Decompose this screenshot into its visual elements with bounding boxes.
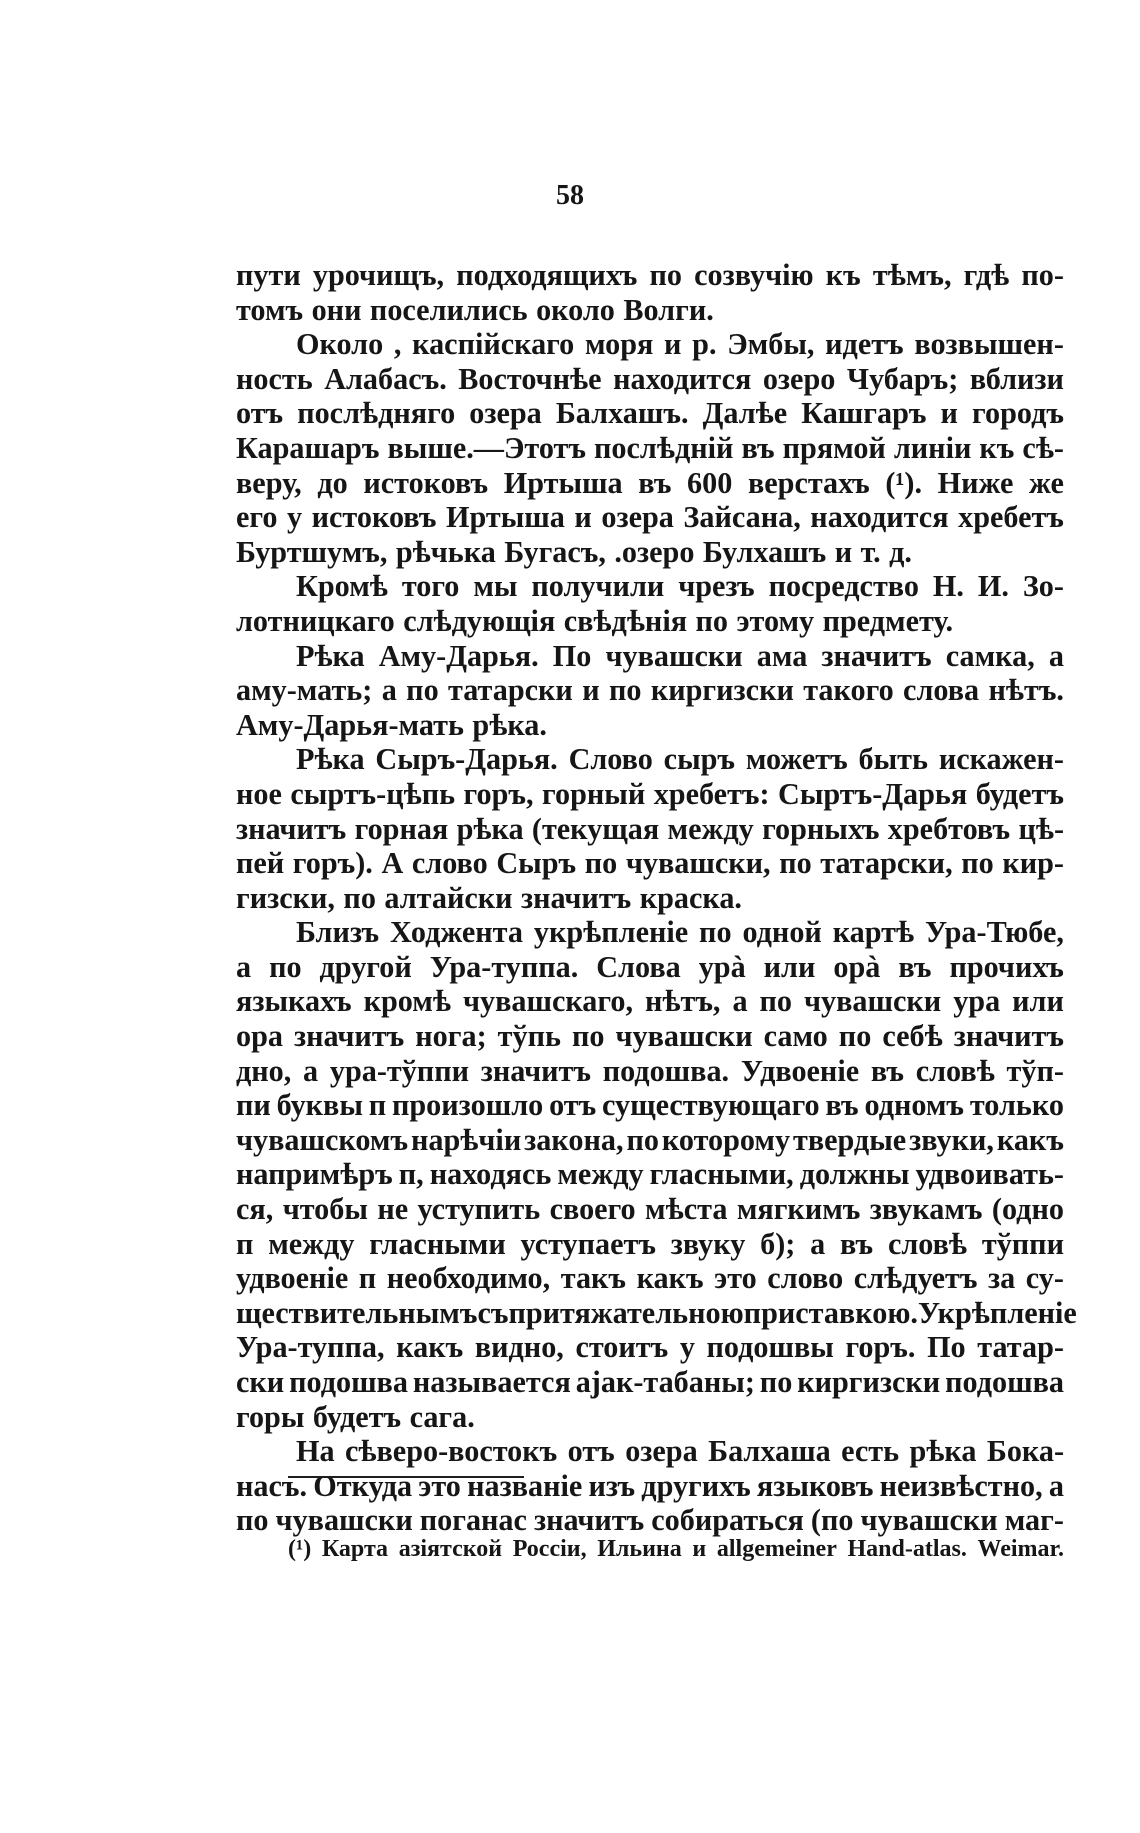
text-line: Карашаръ выше.—Этотъ послѣдній въ прямой линіи къ сѣ- xyxy=(236,430,1064,465)
text-line: напримѣръ п, находясь между гласными, должны удвоивать- xyxy=(236,1157,1064,1192)
text-line: ора значитъ нога; тўпь по чувашски само по себѣ значитъ xyxy=(236,1019,1064,1054)
text-line: удвоеніе п необходимо, такъ какъ это слово слѣдуетъ за су- xyxy=(236,1261,1064,1296)
text-line: Буртшумъ, рѣчька Бугасъ, .озеро Булхашъ и т. д. xyxy=(236,534,912,569)
text-line: ное сыртъ-цѣпь горъ, горный хребетъ: Сыртъ-Дарья будетъ xyxy=(236,776,1064,811)
text-line: лотницкаго слѣдующія свѣдѣнія по этому предмету. xyxy=(236,603,954,638)
text-line: ски подошва называется аjак-табаны; по киргизски подошва xyxy=(236,1365,1064,1399)
text-line: отъ послѣдняго озера Балхашъ. Далѣе Кашгаръ и городъ xyxy=(236,396,1064,431)
text-line: пути урочищъ, подходящихъ по созвучію къ тѣмъ, гдѣ по- xyxy=(236,258,1064,292)
footnote-text: (¹) Карта азіятской Россіи, Ильина и allgemeiner Hand-atlas. Weimar. xyxy=(288,1536,1064,1562)
text-line: Близъ Ходжента укрѣпленіе по одной картѣ Ура-Тюбе, xyxy=(296,915,1064,950)
text-line: значитъ горная рѣка (текущая между горныхъ хребтовъ цѣ- xyxy=(236,811,1064,846)
text-line: ность Алабасъ. Восточнѣе находится озеро Чубаръ; вблизи xyxy=(236,361,1064,396)
text-line: пей горъ). А слово Сыръ по чувашски, по татарски, по кир- xyxy=(236,846,1064,881)
text-line: Рѣка Аму-Дарья. По чувашски ама значитъ самка, а xyxy=(296,638,1064,673)
text-line: горы будетъ сага. xyxy=(236,1399,475,1434)
body-text xyxy=(236,258,1077,1538)
text-line: томъ они поселились около Волги. xyxy=(236,292,714,327)
text-line: Около , каспійскаго моря и р. Эмбы, идетъ возвышен- xyxy=(296,327,1064,362)
text-line: по чувашски поганас значитъ собираться (по чувашски маг- xyxy=(236,1503,1064,1538)
text-line: его у истоковъ Иртыша и озера Зайсана, находится хребетъ xyxy=(236,500,1064,535)
text-line: языкахъ кромѣ чувашскаго, нѣтъ, а по чувашски ура или xyxy=(236,984,1064,1019)
text-line: ществительнымъ съ притяжательною приставкою. Укрѣпленіе xyxy=(236,1295,1077,1330)
text-line: веру, до истоковъ Иртыша въ 600 верстахъ (¹). Ниже же xyxy=(236,465,1064,500)
text-line: Кромѣ того мы получили чрезъ посредство Н. И. Зо- xyxy=(296,569,1064,604)
text-line: Ура-туппа, какъ видно, стоитъ у подошвы горъ. По татар- xyxy=(236,1330,1064,1365)
footnote xyxy=(288,1534,1064,1564)
text-line: а по другой Ура-туппа. Слова урà или орà въ прочихъ xyxy=(236,949,1064,984)
text-line: Рѣка Сыръ-Дарья. Слово сыръ можетъ быть искажен- xyxy=(296,742,1064,777)
text-line: пи буквы п произошло отъ существующаго въ одномъ только xyxy=(236,1088,1064,1123)
text-line: дно, а ура-тўппи значитъ подошва. Удвоеніе въ словѣ тўп- xyxy=(236,1053,1064,1088)
text-line: гизски, по алтайски значитъ краска. xyxy=(236,880,742,915)
text-line: Аму-Дарья-мать рѣка. xyxy=(236,707,547,742)
text-line: На сѣверо-востокъ отъ озера Балхаша есть рѣка Бока- xyxy=(296,1434,1064,1469)
text-line: насъ. Откуда это названіе изъ другихъ языковъ неизвѣстно, а xyxy=(236,1468,1064,1503)
footnote-rule xyxy=(288,1476,524,1478)
text-line: чувашскомъ нарѣчіи закона, по которому твердые звуки, какъ xyxy=(236,1122,1064,1157)
page-number: 58 xyxy=(556,180,584,211)
text-line: п между гласными уступаетъ звуку б); а въ словѣ тўппи xyxy=(236,1226,1064,1261)
text-line: аму-мать; а по татарски и по киргизски такого слова нѣтъ. xyxy=(236,673,1064,708)
text-line: ся, чтобы не уступить своего мѣста мягкимъ звукамъ (одно xyxy=(236,1192,1064,1227)
